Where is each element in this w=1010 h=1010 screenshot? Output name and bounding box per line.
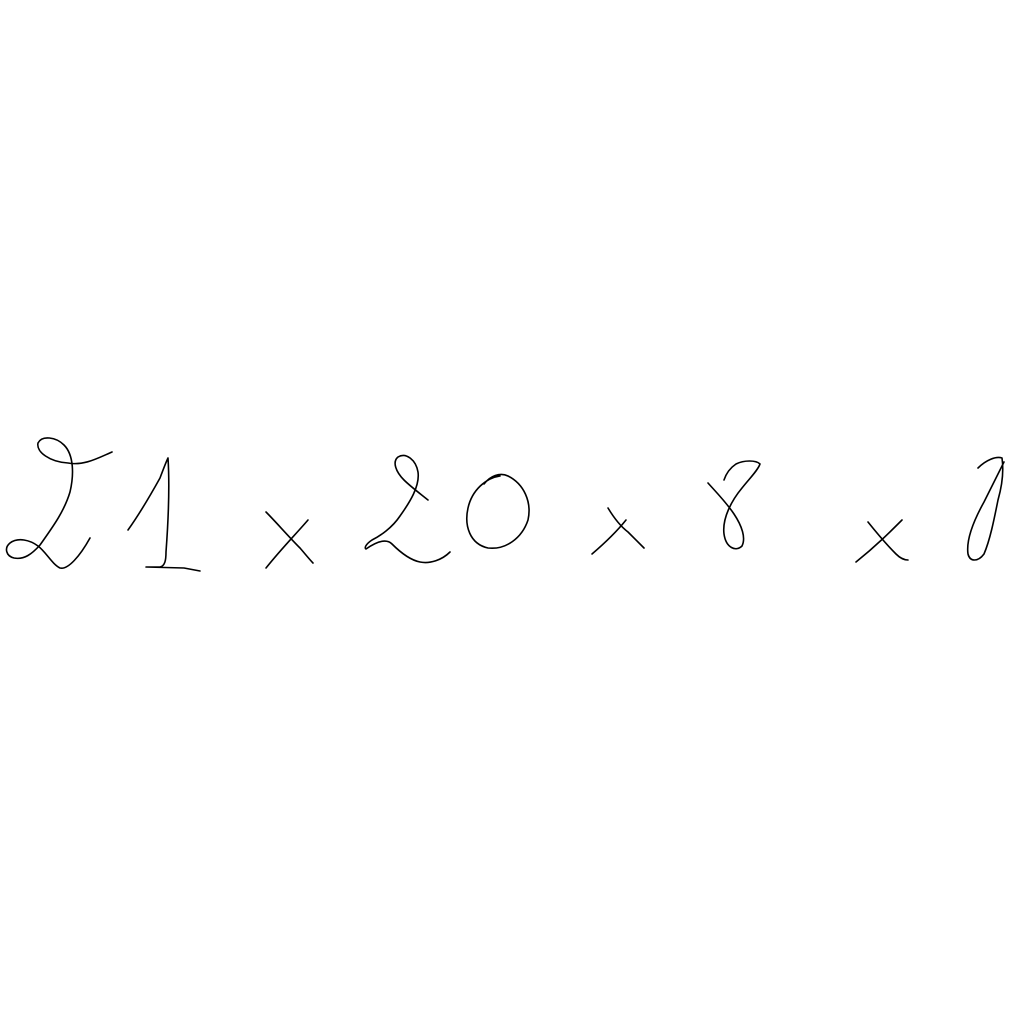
glyph-two-2 xyxy=(365,455,450,562)
glyph-times-2 xyxy=(592,508,644,554)
glyph-times-1 xyxy=(266,512,313,568)
glyph-eight-1 xyxy=(708,461,760,549)
glyph-two-1 xyxy=(7,438,112,568)
glyph-one-1 xyxy=(128,458,200,571)
glyph-times-3 xyxy=(856,520,908,562)
glyph-eight-2 xyxy=(968,457,1004,560)
glyph-zero-1 xyxy=(467,474,529,548)
